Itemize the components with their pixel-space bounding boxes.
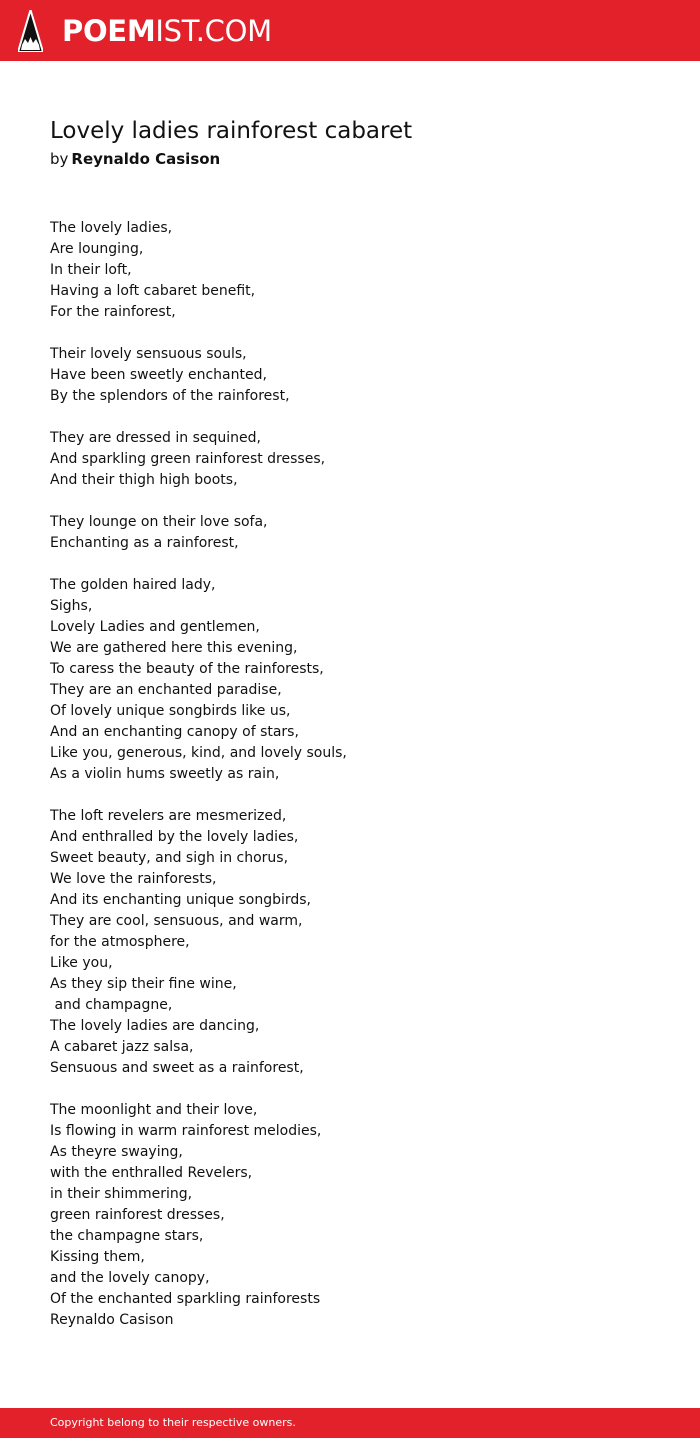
site-logo-link[interactable] (18, 8, 272, 54)
brand-bold-text: POEM (62, 13, 156, 48)
poem-title: Lovely ladies rainforest cabaret (50, 118, 413, 144)
byline-prefix: by (50, 150, 69, 168)
poem-author: Reynaldo Casison (71, 150, 221, 168)
site-brand-name (62, 13, 272, 48)
brand-light-text: IST.COM (155, 13, 272, 48)
pencil-tip-icon (18, 10, 43, 52)
poem-body: The lovely ladies, Are lounging, In their loft, Having a loft cabaret benefit, For the rainforest, Their lovely sensuous souls, Have been sweetly enchanted, By the splendors of the rainforest, They are dressed in sequined, And sparkling green rainforest dresses, And their thigh high boots, They lounge on their love sofa, Enchanting as a rainforest, The golden haired lady, Sighs, Lovely Ladies and gentlemen, We are gathered here this evening, To caress the beauty of the rainforests, They are an enchanted paradise, Of lovely unique songbirds like us, And an enchanting canopy of stars, Like you, generous, kind, and lovely souls, As a violin hums sweetly as rain, The loft revelers are mesmerized, And enthralled by the lovely ladies, Sweet beauty, and sigh in chorus, We love the rainforests, And its enchanting unique songbirds, They are cool, sensuous, and warm, for the atmosphere, Like you, As they sip their fine wine, and champagne, The lovely ladies are dancing, A cabaret jazz salsa, Sensuous and sweet as a rainforest, The moonlight and their love, Is flowing in warm rainforest melodies, As theyre swaying, with the enthralled Revelers, in their shimmering, green rainforest dresses, the champagne stars, Kissing them, and the lovely canopy, Of the enchanted sparkling rainforests Reynaldo Casison (50, 220, 347, 1328)
copyright-text: Copyright belong to their respective owners. (50, 1416, 296, 1429)
site-footer (0, 1408, 700, 1438)
site-header (0, 0, 700, 61)
poem-byline (50, 148, 220, 170)
